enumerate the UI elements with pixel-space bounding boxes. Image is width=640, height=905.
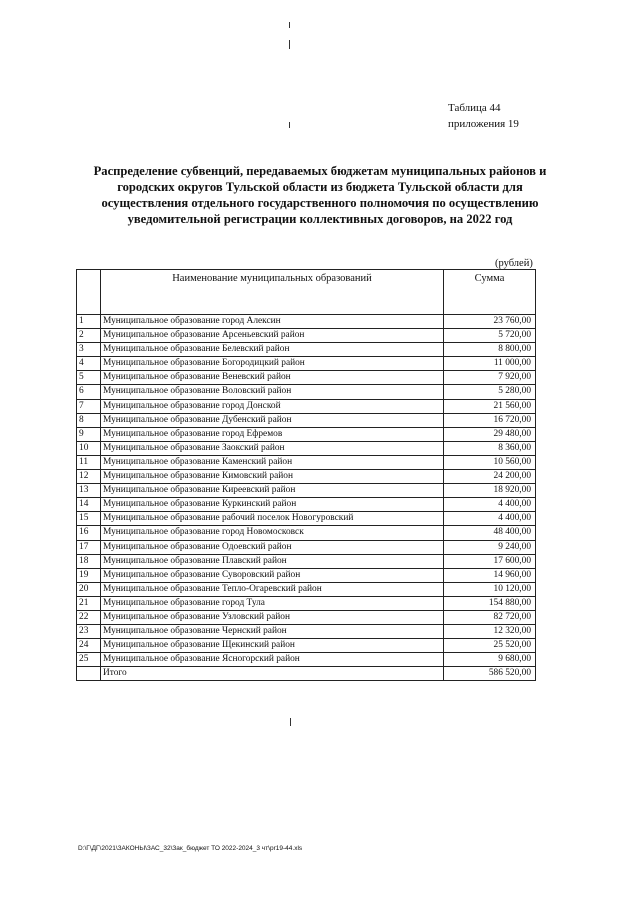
- municipality-name: Муниципальное образование Заокский район: [101, 441, 444, 455]
- row-number: 12: [77, 470, 101, 484]
- table-row: [77, 512, 536, 526]
- municipality-name: Муниципальное образование город Ефремов: [101, 427, 444, 441]
- municipality-name: Муниципальное образование город Донской: [101, 399, 444, 413]
- amount: 25 520,00: [444, 639, 536, 653]
- amount: 48 400,00: [444, 526, 536, 540]
- amount: 23 760,00: [444, 315, 536, 329]
- municipality-name: Муниципальное образование Арсеньевский район: [101, 329, 444, 343]
- appendix-number: приложения 19: [448, 118, 519, 130]
- table-row: [77, 399, 536, 413]
- table-row: [77, 470, 536, 484]
- scan-mark: [290, 718, 291, 726]
- municipality-name: Муниципальное образование Воловский район: [101, 385, 444, 399]
- col-number-header: [77, 270, 101, 315]
- row-number: 21: [77, 596, 101, 610]
- table-row: [77, 540, 536, 554]
- table-row: [77, 582, 536, 596]
- municipality-name: Муниципальное образование Плавский район: [101, 554, 444, 568]
- amount: 11 000,00: [444, 357, 536, 371]
- table-row: [77, 385, 536, 399]
- row-number: 7: [77, 399, 101, 413]
- total-number-cell: [77, 667, 101, 681]
- municipality-name: Муниципальное образование Белевский район: [101, 343, 444, 357]
- amount: 14 960,00: [444, 568, 536, 582]
- amount: 12 320,00: [444, 625, 536, 639]
- amount: 4 400,00: [444, 498, 536, 512]
- row-number: 18: [77, 554, 101, 568]
- row-number: 11: [77, 455, 101, 469]
- table-row: [77, 526, 536, 540]
- amount: 5 720,00: [444, 329, 536, 343]
- col-sum-header: Сумма: [444, 270, 536, 315]
- amount: 8 800,00: [444, 343, 536, 357]
- table-row: [77, 413, 536, 427]
- col-name-header: Наименование муниципальных образований: [101, 270, 444, 315]
- amount: 17 600,00: [444, 554, 536, 568]
- row-number: 9: [77, 427, 101, 441]
- scan-mark: [289, 22, 290, 28]
- municipality-name: Муниципальное образование Куркинский район: [101, 498, 444, 512]
- row-number: 13: [77, 484, 101, 498]
- row-number: 4: [77, 357, 101, 371]
- scan-mark: [289, 122, 290, 128]
- amount: 10 560,00: [444, 455, 536, 469]
- table-row: [77, 596, 536, 610]
- municipality-name: Муниципальное образование город Алексин: [101, 315, 444, 329]
- table-row: [77, 371, 536, 385]
- table-row: [77, 653, 536, 667]
- table-row: [77, 455, 536, 469]
- row-number: 5: [77, 371, 101, 385]
- table-row: [77, 315, 536, 329]
- amount: 9 240,00: [444, 540, 536, 554]
- municipality-name: Муниципальное образование рабочий поселок Новогуровский: [101, 512, 444, 526]
- row-number: 2: [77, 329, 101, 343]
- table-row: [77, 441, 536, 455]
- row-number: 25: [77, 653, 101, 667]
- scan-mark: [289, 40, 290, 49]
- municipality-name: Муниципальное образование Богородицкий район: [101, 357, 444, 371]
- row-number: 19: [77, 568, 101, 582]
- amount: 4 400,00: [444, 512, 536, 526]
- unit-label: (рублей): [495, 258, 533, 269]
- table-row: [77, 498, 536, 512]
- amount: 8 360,00: [444, 441, 536, 455]
- table-row: [77, 484, 536, 498]
- municipality-name: Муниципальное образование Суворовский район: [101, 568, 444, 582]
- file-path: D:\Г\ДГ\2021\ЗАКОНЫ\ЗАС_32\Зак_бюджет ТО 2022-2024_3 чт\pr19-44.xls: [78, 845, 303, 852]
- amount: 5 280,00: [444, 385, 536, 399]
- table-row: [77, 329, 536, 343]
- table-row: [77, 554, 536, 568]
- row-number: 10: [77, 441, 101, 455]
- row-number: 23: [77, 625, 101, 639]
- table-row: [77, 357, 536, 371]
- row-number: 16: [77, 526, 101, 540]
- table-header-row: [77, 270, 536, 315]
- municipality-name: Муниципальное образование Дубенский район: [101, 413, 444, 427]
- table-caption: [448, 100, 519, 132]
- row-number: 8: [77, 413, 101, 427]
- row-number: 24: [77, 639, 101, 653]
- amount: 7 920,00: [444, 371, 536, 385]
- table-number: Таблица 44: [448, 102, 501, 114]
- amount: 10 120,00: [444, 582, 536, 596]
- table-row: [77, 343, 536, 357]
- municipality-name: Муниципальное образование Кимовский район: [101, 470, 444, 484]
- municipality-name: Муниципальное образование Каменский район: [101, 455, 444, 469]
- amount: 18 920,00: [444, 484, 536, 498]
- municipality-name: Муниципальное образование Ясногорский район: [101, 653, 444, 667]
- municipality-name: Муниципальное образование Одоевский район: [101, 540, 444, 554]
- amount: 29 480,00: [444, 427, 536, 441]
- amount: 82 720,00: [444, 610, 536, 624]
- municipality-name: Муниципальное образование город Тула: [101, 596, 444, 610]
- table-row: [77, 427, 536, 441]
- municipality-name: Муниципальное образование Чернский район: [101, 625, 444, 639]
- row-number: 22: [77, 610, 101, 624]
- table-row: [77, 639, 536, 653]
- document-title: Распределение субвенций, передаваемых бюджетам муниципальных районов и городских округов Тульской области из бюджета Тульской области для осуществления отдельного государственного полномочия по осуществлению уведомительной регистрации коллективных договоров, на 2022 год: [93, 164, 547, 226]
- row-number: 6: [77, 385, 101, 399]
- municipality-name: Муниципальное образование Щекинский район: [101, 639, 444, 653]
- total-row: [77, 667, 536, 681]
- amount: 21 560,00: [444, 399, 536, 413]
- total-label: Итого: [101, 667, 444, 681]
- amount: 24 200,00: [444, 470, 536, 484]
- municipality-name: Муниципальное образование Узловский район: [101, 610, 444, 624]
- municipality-name: Муниципальное образование Киреевский район: [101, 484, 444, 498]
- subvention-table: [76, 269, 536, 681]
- amount: 16 720,00: [444, 413, 536, 427]
- municipality-name: Муниципальное образование Тепло-Огаревский район: [101, 582, 444, 596]
- row-number: 1: [77, 315, 101, 329]
- municipality-name: Муниципальное образование город Новомосковск: [101, 526, 444, 540]
- row-number: 17: [77, 540, 101, 554]
- table-row: [77, 568, 536, 582]
- amount: 154 880,00: [444, 596, 536, 610]
- row-number: 20: [77, 582, 101, 596]
- amount: 9 680,00: [444, 653, 536, 667]
- table-row: [77, 610, 536, 624]
- total-sum: 586 520,00: [444, 667, 536, 681]
- municipality-name: Муниципальное образование Веневский район: [101, 371, 444, 385]
- table-row: [77, 625, 536, 639]
- row-number: 3: [77, 343, 101, 357]
- row-number: 14: [77, 498, 101, 512]
- row-number: 15: [77, 512, 101, 526]
